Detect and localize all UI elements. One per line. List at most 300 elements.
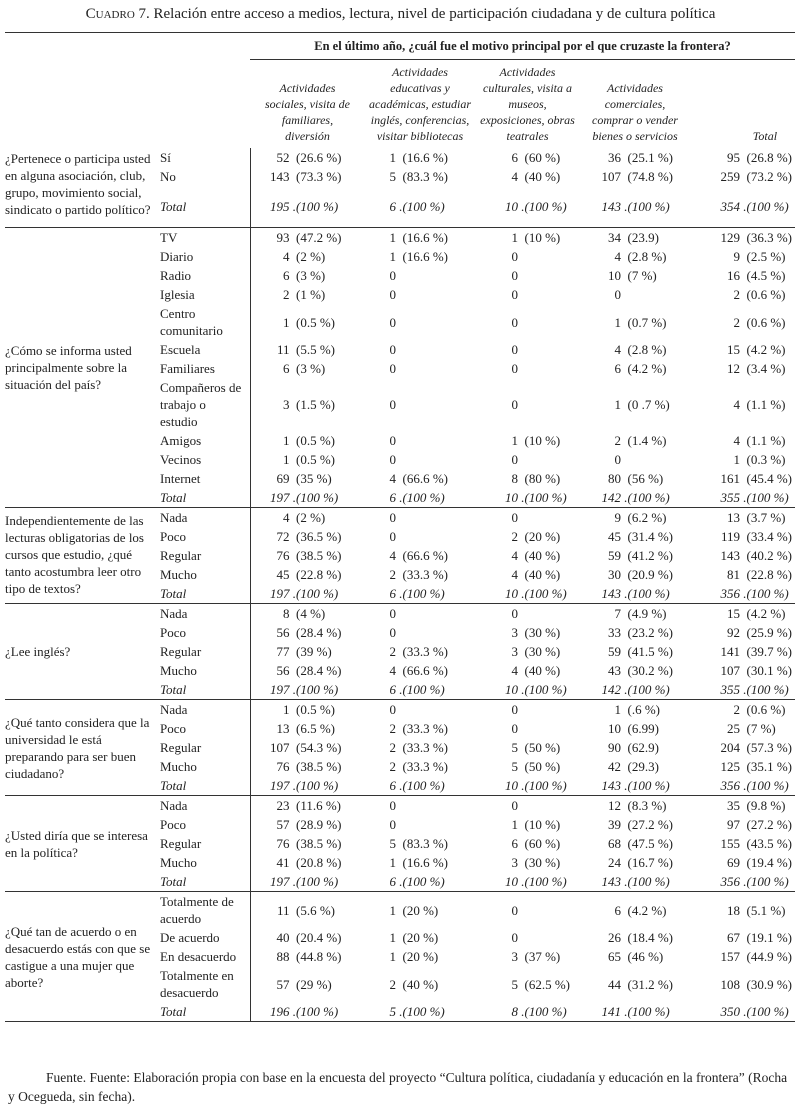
cell-count: 197 [270, 874, 290, 889]
cell-percent: (20.8 %) [289, 855, 342, 870]
cell-count: 0 [614, 452, 621, 467]
table-cell [365, 947, 475, 966]
cell-count: 6 [389, 490, 396, 505]
cell-percent: (73.2 %) [740, 168, 792, 184]
cell-count: 24 [608, 855, 621, 870]
row-label: Compañeros de trabajo o estudio [160, 380, 242, 429]
table-cell [365, 604, 475, 624]
table-cell [580, 757, 690, 776]
cell-count: 0 [511, 452, 518, 467]
cell-percent: .(100 %) [621, 1004, 670, 1019]
cell-count: 129 [720, 230, 740, 245]
table-cell [690, 450, 795, 469]
row-label: Total [160, 488, 250, 508]
table-cell [365, 757, 475, 776]
table-cell [690, 966, 795, 1002]
table-cell [580, 431, 690, 450]
row-label: Mucho [160, 855, 197, 870]
table-cell [475, 776, 580, 796]
cell-count: 143 [601, 778, 621, 793]
table-cell [580, 892, 690, 929]
table-cell [250, 167, 365, 186]
table-cell [365, 853, 475, 872]
cell-percent: (0 .7 %) [621, 397, 670, 412]
cell-percent: (31.4 %) [621, 529, 673, 544]
table-cell [475, 167, 580, 186]
cell-count: 88 [276, 949, 290, 964]
cell-count: 10 [505, 586, 518, 601]
cell-percent: (3 %) [289, 268, 326, 283]
table-cell [365, 304, 475, 340]
cell-percent: (30.1 %) [740, 663, 792, 678]
cell-count: 354 [720, 198, 740, 214]
table-cell [580, 796, 690, 816]
cell-count: 9 [733, 249, 740, 264]
cell-count: 6 [389, 682, 396, 697]
cell-percent: .(100 %) [289, 1004, 339, 1019]
table-cell [475, 815, 580, 834]
row-label: Regular [160, 644, 202, 659]
cell-count: 161 [720, 471, 740, 486]
cell-percent: .(100 %) [621, 874, 670, 889]
cell-percent: (10 %) [518, 433, 561, 448]
cell-percent: (26.6 %) [289, 149, 342, 165]
cell-count: 45 [276, 567, 290, 582]
cell-count: 1 [614, 702, 621, 717]
table-cell [690, 757, 795, 776]
cell-count: 10 [608, 268, 621, 283]
cell-count: 42 [608, 759, 621, 774]
table-cell [580, 247, 690, 266]
cell-count: 8 [511, 1004, 518, 1019]
cell-percent: (33.3 %) [396, 721, 448, 736]
cell-count: 107 [270, 740, 290, 755]
table-cell [250, 186, 365, 228]
cell-count: 197 [270, 682, 290, 697]
cell-count: 108 [720, 976, 740, 992]
cell-percent: (33.3 %) [396, 644, 448, 659]
cell-count: 97 [727, 817, 740, 832]
table-cell [365, 340, 475, 359]
cell-count: 0 [389, 798, 396, 813]
cell-count: 6 [389, 198, 396, 214]
cell-percent: (47.5 %) [621, 836, 673, 851]
cell-percent: (19.1 %) [740, 930, 792, 945]
table-cell [580, 1002, 690, 1022]
cell-count: 1 [511, 230, 518, 245]
table-cell [690, 266, 795, 285]
cell-percent: .(100 %) [396, 198, 445, 214]
cell-count: 3 [511, 855, 518, 870]
cell-percent: (0.6 %) [740, 702, 786, 717]
cell-count: 2 [614, 433, 621, 448]
cell-count: 0 [389, 606, 396, 621]
row-label: Total [160, 776, 250, 796]
row-label: De acuerdo [160, 930, 220, 945]
cell-count: 1 [283, 452, 290, 467]
cell-count: 0 [614, 287, 621, 302]
cell-percent: (16.6 %) [396, 855, 448, 870]
cell-count: 143 [720, 548, 740, 563]
row-label: Poco [160, 721, 186, 736]
table-cell [580, 359, 690, 378]
table-cell [365, 266, 475, 285]
cell-count: 11 [276, 342, 290, 357]
table-cell [365, 966, 475, 1002]
cell-count: 0 [511, 606, 518, 621]
cell-count: 8 [283, 606, 290, 621]
table-cell [250, 642, 365, 661]
table-cell [690, 285, 795, 304]
table-cell [475, 872, 580, 892]
cell-percent: (40 %) [518, 548, 561, 563]
cell-percent: .(100 %) [740, 682, 789, 697]
cell-count: 2 [389, 721, 396, 736]
table-row [5, 508, 795, 528]
cell-percent: .(100 %) [396, 874, 445, 889]
cell-percent: (20 %) [396, 930, 439, 945]
table-cell [475, 604, 580, 624]
cell-count: 0 [389, 452, 396, 467]
table-cell [475, 508, 580, 528]
cell-count: 10 [505, 490, 518, 505]
cell-percent: (5.5 %) [289, 342, 335, 357]
table-cell [580, 565, 690, 584]
cell-percent: (23.2 %) [621, 625, 673, 640]
cell-percent: (6.2 %) [621, 510, 667, 525]
cell-count: 6 [283, 268, 290, 283]
cell-percent: (40.2 %) [740, 548, 792, 563]
table-cell [250, 853, 365, 872]
cell-count: 5 [389, 836, 396, 851]
cell-percent: (28.9 %) [289, 817, 342, 832]
cell-count: 5 [389, 168, 396, 184]
cell-count: 5 [511, 976, 518, 992]
cell-count: 69 [727, 855, 740, 870]
cell-percent: (30 %) [518, 855, 561, 870]
table-cell [475, 546, 580, 565]
table-cell [690, 469, 795, 488]
cell-percent: .(100 %) [289, 198, 339, 214]
table-cell [580, 488, 690, 508]
cell-count: 6 [389, 874, 396, 889]
table-row [5, 700, 795, 720]
table-row [5, 796, 795, 816]
table-cell [690, 796, 795, 816]
cell-count: 76 [276, 836, 290, 851]
table-cell [580, 815, 690, 834]
table-cell [690, 680, 795, 700]
cell-count: 2 [389, 740, 396, 755]
cell-count: 76 [276, 759, 290, 774]
cell-percent: (30 %) [518, 644, 561, 659]
cell-count: 157 [720, 949, 740, 964]
cell-percent: (26.8 %) [740, 149, 792, 165]
table-cell [690, 304, 795, 340]
cell-count: 4 [389, 548, 396, 563]
cell-count: 0 [511, 930, 518, 945]
column-header: Actividades culturales, visita a museos, exposiciones, obras teatrales [480, 64, 575, 143]
cell-percent: (4.5 %) [740, 268, 786, 283]
cell-count: 59 [608, 644, 621, 659]
cell-percent: (2 %) [289, 249, 326, 264]
row-label: Vecinos [160, 452, 202, 467]
table-cell [250, 488, 365, 508]
row-label: Nada [160, 798, 188, 813]
cell-percent: .(100 %) [621, 198, 670, 214]
cell-percent: .(100 %) [518, 682, 567, 697]
cell-percent: (1.4 %) [621, 433, 667, 448]
cell-percent: (66.6 %) [396, 548, 448, 563]
table-cell [250, 266, 365, 285]
table-cell [475, 661, 580, 680]
cell-percent: (35.1 %) [740, 759, 792, 774]
table-cell [690, 815, 795, 834]
cell-percent: (0.6 %) [740, 314, 786, 330]
cell-percent: (27.2 %) [621, 817, 673, 832]
table-cell [365, 700, 475, 720]
table-cell [250, 378, 365, 431]
cell-percent: (4.2 %) [621, 902, 667, 918]
table-cell [475, 378, 580, 431]
cell-percent: (22.8 %) [740, 567, 792, 582]
cell-percent: (20 %) [396, 949, 439, 964]
cell-percent: (38.5 %) [289, 548, 342, 563]
cell-percent: (54.3 %) [289, 740, 342, 755]
cell-percent: .(100 %) [740, 490, 789, 505]
cell-percent: (9.8 %) [740, 798, 786, 813]
table-cell [250, 228, 365, 248]
cell-count: 81 [727, 567, 740, 582]
cell-count: 4 [511, 567, 518, 582]
cell-count: 0 [389, 397, 396, 412]
row-label: Nada [160, 606, 188, 621]
row-group-question: ¿Lee inglés? [5, 604, 160, 700]
cell-percent: (11.6 %) [289, 798, 342, 813]
header-row-main [5, 33, 795, 60]
cell-count: 0 [511, 702, 518, 717]
cell-count: 10 [608, 721, 621, 736]
cell-percent: .(100 %) [518, 874, 567, 889]
cell-count: 8 [511, 471, 518, 486]
cell-count: 76 [276, 548, 290, 563]
table-cell [580, 642, 690, 661]
cell-count: 2 [283, 287, 290, 302]
cell-percent: (31.2 %) [621, 976, 673, 992]
cell-count: 67 [727, 930, 740, 945]
table-cell [690, 431, 795, 450]
table-cell [580, 623, 690, 642]
table-cell [250, 285, 365, 304]
table-cell [365, 872, 475, 892]
cell-count: 57 [276, 817, 290, 832]
cell-percent: .(100 %) [621, 490, 670, 505]
cell-percent: (30.2 %) [621, 663, 673, 678]
table-cell [690, 546, 795, 565]
table-cell [365, 359, 475, 378]
cell-count: 141 [720, 644, 740, 659]
cell-percent: (50 %) [518, 759, 561, 774]
table-cell [365, 508, 475, 528]
cell-count: 125 [720, 759, 740, 774]
table-cell [250, 565, 365, 584]
table-cell [690, 947, 795, 966]
cell-percent: (22.8 %) [289, 567, 342, 582]
cell-count: 350 [720, 1004, 740, 1019]
cell-percent: (45.4 %) [740, 471, 792, 486]
cell-count: 0 [389, 529, 396, 544]
cell-count: 7 [614, 606, 621, 621]
table-cell [580, 304, 690, 340]
cell-percent: (0.5 %) [289, 433, 335, 448]
table-cell [690, 508, 795, 528]
table-row [5, 604, 795, 624]
cell-percent: (1.5 %) [289, 397, 335, 412]
cell-count: 39 [608, 817, 621, 832]
cell-count: 4 [389, 471, 396, 486]
column-header: Actividades sociales, visita de familiares, diversión [265, 80, 350, 143]
cell-count: 65 [608, 949, 621, 964]
table-cell [365, 546, 475, 565]
cell-count: 68 [608, 836, 621, 851]
cell-percent: (0.7 %) [621, 314, 667, 330]
cell-count: 4 [283, 249, 290, 264]
cell-percent: (3 %) [289, 361, 326, 376]
cell-percent: (16.6 %) [396, 230, 448, 245]
table-cell [580, 680, 690, 700]
table-cell [475, 738, 580, 757]
cell-count: 4 [733, 397, 740, 412]
table-cell [365, 642, 475, 661]
cell-count: 197 [270, 586, 290, 601]
cell-count: 0 [389, 817, 396, 832]
cell-percent: (36.3 %) [740, 230, 792, 245]
row-group-question: ¿Qué tanto considera que la universidad le está preparando para ser buen ciudadano? [5, 700, 160, 796]
cell-percent: (8.3 %) [621, 798, 667, 813]
table-cell [475, 892, 580, 929]
table-cell [250, 508, 365, 528]
table-cell [365, 815, 475, 834]
cell-count: 56 [276, 625, 290, 640]
cell-percent: (62.9) [621, 740, 659, 755]
cell-percent: (41.2 %) [621, 548, 673, 563]
table-cell [690, 527, 795, 546]
cell-percent: (.6 %) [621, 702, 660, 717]
cell-percent: (40 %) [518, 567, 561, 582]
table-cell [365, 488, 475, 508]
cell-count: 0 [389, 268, 396, 283]
cell-count: 10 [505, 198, 518, 214]
cell-count: 1 [283, 433, 290, 448]
row-label: TV [160, 230, 178, 245]
cell-count: 356 [720, 874, 740, 889]
row-label: Radio [160, 268, 192, 283]
cell-count: 0 [389, 342, 396, 357]
table-cell [475, 359, 580, 378]
row-label: Regular [160, 740, 202, 755]
cell-count: 2 [733, 314, 740, 330]
cell-percent: (7 %) [740, 721, 776, 736]
table-caption [0, 6, 801, 23]
cell-percent: .(100 %) [289, 682, 339, 697]
cell-count: 43 [608, 663, 621, 678]
table-cell [250, 757, 365, 776]
column-header: Actividades comerciales, comprar o vender bienes o servicios [592, 80, 678, 143]
cell-percent: (20 %) [396, 902, 439, 918]
cell-percent: (18.4 %) [621, 930, 673, 945]
table-cell [580, 285, 690, 304]
cell-count: 5 [389, 1004, 396, 1019]
table-cell [365, 450, 475, 469]
table-cell [250, 947, 365, 966]
table-cell [690, 378, 795, 431]
cell-count: 4 [614, 342, 621, 357]
table-cell [580, 469, 690, 488]
table-row [5, 228, 795, 248]
cell-count: 44 [608, 976, 621, 992]
row-label: Poco [160, 625, 186, 640]
table-cell [250, 928, 365, 947]
table-cell [250, 148, 365, 167]
cell-count: 1 [733, 452, 740, 467]
table-cell [250, 796, 365, 816]
cell-percent: .(100 %) [740, 778, 789, 793]
cell-percent: (16.6 %) [396, 149, 448, 165]
table-row [5, 148, 795, 167]
cell-count: 0 [511, 721, 518, 736]
cell-percent: .(100 %) [289, 874, 339, 889]
table-cell [475, 719, 580, 738]
table-cell [580, 853, 690, 872]
cell-count: 0 [389, 314, 396, 330]
cell-percent: (1.1 %) [740, 397, 786, 412]
cell-count: 4 [511, 548, 518, 563]
row-label: Total [160, 872, 250, 892]
cell-count: 0 [511, 397, 518, 412]
table-cell [475, 247, 580, 266]
table-cell [690, 340, 795, 359]
cell-percent: (19.4 %) [740, 855, 792, 870]
cell-percent: (83.3 %) [396, 836, 448, 851]
table-cell [690, 853, 795, 872]
row-group-question: ¿Qué tan de acuerdo o en desacuerdo estás con que se castigue a una mujer que aborte? [5, 892, 160, 1022]
table-cell [475, 186, 580, 228]
cell-count: 34 [608, 230, 621, 245]
column-header: Actividades educativas y académicas, estudiar inglés, conferencias, visitar bibliotecas [369, 64, 471, 143]
cell-count: 143 [270, 168, 290, 184]
cell-count: 13 [727, 510, 740, 525]
row-label: Familiares [160, 361, 215, 376]
table-cell [250, 872, 365, 892]
cell-percent: (20.9 %) [621, 567, 673, 582]
cell-percent: (56 %) [621, 471, 664, 486]
cell-percent: (0.5 %) [289, 702, 335, 717]
cell-count: 40 [276, 930, 290, 945]
cell-percent: (43.5 %) [740, 836, 792, 851]
table-cell [250, 431, 365, 450]
cell-percent: .(100 %) [396, 682, 445, 697]
row-label: Total [160, 186, 250, 228]
cell-count: 52 [276, 149, 290, 165]
cell-percent: .(100 %) [289, 586, 339, 601]
cell-percent: .(100 %) [396, 586, 445, 601]
table-cell [580, 148, 690, 167]
cell-percent: (44.9 %) [740, 949, 792, 964]
row-label: Poco [160, 529, 186, 544]
table-cell [365, 623, 475, 642]
table-cell [580, 584, 690, 604]
cell-percent: .(100 %) [289, 490, 339, 505]
